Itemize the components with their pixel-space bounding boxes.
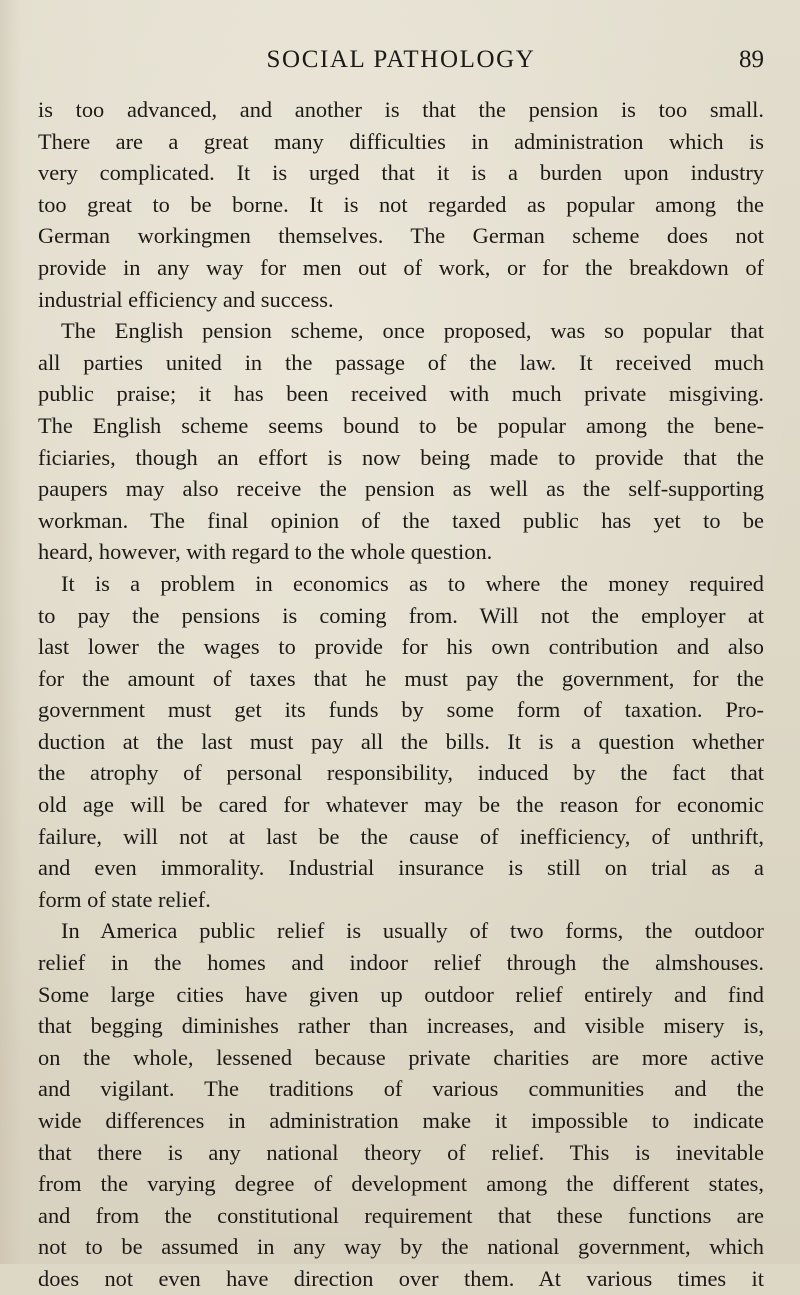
text-line: that there is any national theory of relief. This is inevitable	[38, 1139, 764, 1165]
text-line: for the amount of taxes that he must pay the government, for the	[38, 665, 764, 691]
text-line: Some large cities have given up outdoor relief entirely and find	[38, 981, 764, 1007]
text-line: does not even have direction over them. At various times it	[38, 1265, 764, 1291]
page-gutter-shadow	[0, 0, 22, 1264]
text-line: The English scheme seems bound to be popular among the bene-	[38, 412, 764, 438]
text-line: relief in the homes and indoor relief through the almshouses.	[38, 950, 764, 976]
text-line: old age will be cared for whatever may be the reason for economic	[38, 792, 764, 818]
text-line: form of state relief.	[38, 886, 211, 912]
text-line: failure, will not at last be the cause of inefficiency, of unthrift,	[38, 823, 764, 849]
text-line: and from the constitutional requirement that these functions are	[38, 1202, 764, 1228]
text-line: very complicated. It is urged that it is a burden upon industry	[38, 160, 764, 186]
text-line: all parties united in the passage of the law. It received much	[38, 349, 764, 375]
paragraph-start: The English pension scheme, once proposed, was so popular that	[61, 318, 764, 344]
text-line: the atrophy of personal responsibility, induced by the fact that	[38, 760, 764, 786]
text-line: ficiaries, though an effort is now being made to provide that the	[38, 444, 764, 470]
text-line: last lower the wages to provide for his own contribution and also	[38, 634, 764, 660]
text-line: that begging diminishes rather than increases, and visible misery is,	[38, 1013, 764, 1039]
text-line: provide in any way for men out of work, or for the breakdown of	[38, 254, 764, 280]
text-line: paupers may also receive the pension as well as the self-supporting	[38, 476, 764, 502]
text-line: workman. The final opinion of the taxed public has yet to be	[38, 507, 764, 533]
paragraph-start: It is a problem in economics as to where the money required	[61, 570, 764, 596]
text-line: heard, however, with regard to the whole question.	[38, 539, 493, 565]
text-line: public praise; it has been received with much private misgiving.	[38, 381, 764, 407]
text-line: and vigilant. The traditions of various communities and the	[38, 1076, 764, 1102]
text-line: wide differences in administration make it impossible to indicate	[38, 1108, 764, 1133]
text-line: industrial efficiency and success.	[38, 286, 334, 312]
text-line: duction at the last must pay all the bills. It is a question whether	[38, 728, 764, 754]
text-line: to pay the pensions is coming from. Will not the employer at	[38, 602, 764, 628]
text-line: not to be assumed in any way by the national government, which	[38, 1234, 764, 1260]
text-line: and even immorality. Industrial insurance is still on trial as a	[38, 855, 764, 881]
text-line: government must get its funds by some form of taxation. Pro-	[38, 697, 764, 723]
paragraph-start: In America public relief is usually of two forms, the outdoor	[61, 918, 764, 944]
text-line: German workingmen themselves. The German scheme does not	[38, 223, 764, 249]
text-line: There are a great many difficulties in administration which is	[38, 128, 764, 154]
text-line: too great to be borne. It is not regarded as popular among the	[38, 191, 764, 217]
text-line: on the whole, lessened because private charities are more active	[38, 1044, 764, 1070]
text-line: from the varying degree of development among the different states,	[38, 1171, 764, 1197]
page-number: 89	[739, 46, 764, 73]
body-text	[38, 94, 764, 1295]
running-title: SOCIAL PATHOLOGY	[266, 46, 536, 73]
text-line: is too advanced, and another is that the pension is too small.	[38, 97, 764, 122]
running-head	[38, 42, 764, 78]
